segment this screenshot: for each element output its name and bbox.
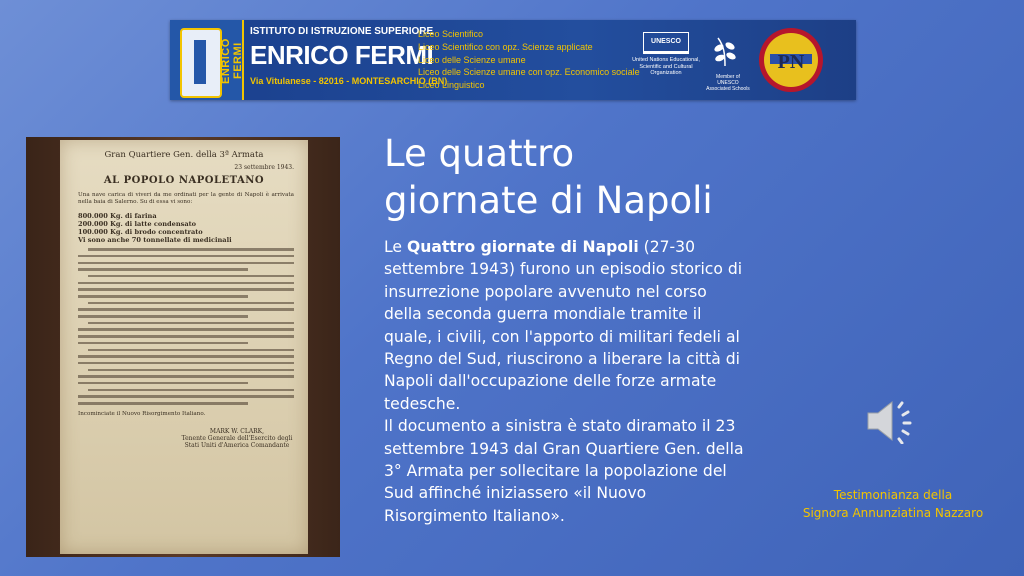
member-text: Member of UNESCO Associated Schools <box>706 74 750 92</box>
document-signature <box>180 428 294 449</box>
course-item: Liceo Linguistico <box>418 80 485 91</box>
document-intro: Una nave carica di viveri da me ordinati per la gente di Napoli è arrivata nella baia di Salerno. Su di essa vi sono: <box>78 192 294 205</box>
seal-letters: PN <box>777 51 805 73</box>
document-date: 23 settembre 1943. <box>234 164 294 171</box>
document-item: Vi sono anche 70 tonnellate di medicinali <box>78 236 232 244</box>
document-item: 200.000 Kg. di latte condensato <box>78 220 197 228</box>
lighthouse-icon <box>180 28 222 98</box>
caption-line1: Testimonianza della <box>833 488 953 502</box>
audio-caption <box>782 486 1004 522</box>
document-text-lines <box>60 248 308 404</box>
slide-title-line2: giornate di Napoli <box>384 179 713 222</box>
p1-bold: Quattro giornate di Napoli <box>406 238 639 256</box>
paragraph-history <box>384 236 744 415</box>
slide-body <box>384 236 744 527</box>
p1-rest: (27-30 settembre 1943) furono un episodio storico di insurrezione popolare avvenuto nel corso della seconda guerra mondiale tramite il quale, i civili, con l'apporto di militari fedeli al Regno del Sud, riuscirono a liberare la città di Napoli dall'occupazione delle forze armate tedesche. <box>384 238 743 413</box>
unesco-text: United Nations Educational, Scientific and Cultural Organization <box>632 57 700 76</box>
course-item: Liceo delle Scienze umane <box>418 54 526 65</box>
document-item: 800.000 Kg. di farina <box>78 212 157 220</box>
course-item: Liceo delle Scienze umane con opz. Economico sociale <box>418 67 640 78</box>
institute-type: ISTITUTO DI ISTRUZIONE SUPERIORE <box>250 26 434 37</box>
course-list <box>418 28 640 92</box>
school-banner <box>170 20 856 100</box>
p1-lead: Le <box>384 238 407 256</box>
unesco-logo <box>625 32 707 92</box>
slide-title-line1: Le quattro <box>384 132 575 175</box>
slide-title <box>384 130 713 224</box>
speaker-icon[interactable] <box>864 398 916 444</box>
document-item: 100.000 Kg. di brodo concentrato <box>78 228 203 236</box>
institute-name: ENRICO FERMI <box>250 40 434 70</box>
institute-address: Via Vitulanese - 82016 - MONTESARCHIO (BN) <box>250 76 448 86</box>
signature-title: Tenente Generale dell'Esercito degli Stati Uniti d'America Comandante <box>181 434 293 449</box>
unesco-temple-icon: UNESCO <box>643 32 689 54</box>
document-items <box>78 212 294 244</box>
signature-name: MARK W. CLARK, <box>209 427 265 435</box>
course-item: Liceo Scientifico con opz. Scienze applicate <box>418 41 593 52</box>
document-photo <box>26 137 340 557</box>
seal-icon <box>756 24 826 96</box>
document-closing: Incominciate il Nuovo Risorgimento Italiano. <box>78 410 206 417</box>
caption-line2: Signora Annunziatina Nazzaro <box>802 506 984 520</box>
document-header: Gran Quartiere Gen. della 3ª Armata <box>104 150 264 160</box>
logo-vertical-text: ENRICO FERMI <box>220 38 244 84</box>
paragraph-document: Il documento a sinistra è stato diramato il 23 settembre 1943 dal Gran Quartiere Gen. della 3° Armata per sollecitare la popolazione del Sud affinché iniziassero «il Nuovo Risorgimento Italiano». <box>384 417 744 525</box>
course-item: Liceo Scientifico <box>418 29 484 39</box>
leaf-icon <box>710 34 740 68</box>
document-paper <box>60 140 308 554</box>
document-title: AL POPOLO NAPOLETANO <box>103 175 265 186</box>
school-logo <box>170 20 244 100</box>
